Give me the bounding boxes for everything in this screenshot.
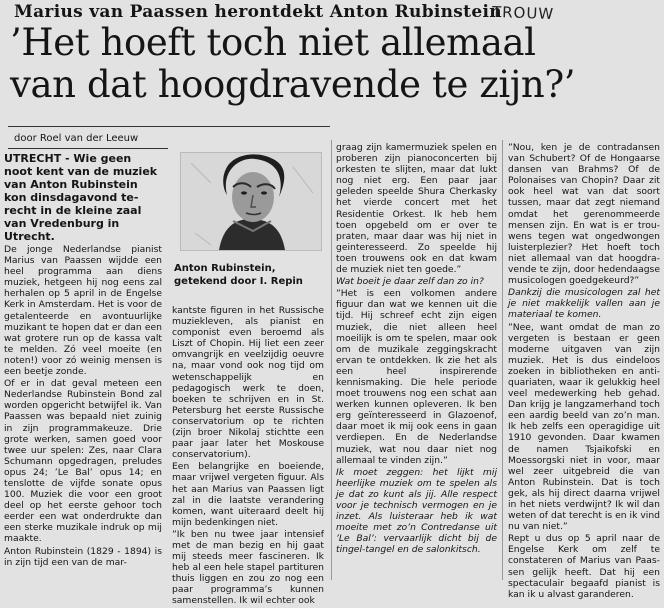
interview-question: Dankzij die musicologen zal het je niet makkelijk vallen aan je materiaal te komen.: [508, 287, 660, 321]
byline-rule: [8, 148, 168, 149]
paragraph: De jonge Nederlandse pianist Marius van Paassen wijdde een heel programma aan diens muziek, hetgeen hij nog eens zal herhalen op 5 april in de Engelse Kerk in Amsterdam. Het is voor de getalenteerde en avontuurlijke muzikant te hopen dat er dan een wat grotere run op de kassa valt te melden. Zó veel moeite (en noten!) voor zó weinig mensen is een beetje zonde.: [4, 244, 162, 378]
portrait-drawing: [180, 152, 322, 251]
paragraph: Of er in dat geval meteen een Nederlandse Rubinstein Bond zal worden opgericht betwijfel ik. Van Paassen was bepaald niet zuinig in zijn programmakeuze. Drie grote werken, samen goed voor twee uur spelen: Zes, naar Clara Schumann opgedragen, preludes opus 24; ’Le Bal’ opus 14; en tenslotte de vijfde sonate opus 100. Muziek die voor een groot deel op het eerste gehoor toch eerder een wat onderdrukte dan een sterke muzikale indruk op mij maakte.: [4, 378, 162, 545]
column-divider: [331, 140, 332, 580]
headline-line-1: ’Het hoeft toch niet allemaal: [10, 21, 536, 64]
paragraph: Rept u dus op 5 april naar de Engelse Kerk om zelf te constateren of Marius van Paassen gelijk heeft. Dat hij een spectaculair begaafd pianist is kan ik u alvast garanderen.: [508, 533, 660, 600]
paragraph: ”Nee, want omdat de man zo vergeten is bestaan er geen moderne uitgaven van zijn muziek. Het is dus eindeloos zoeken in bibliotheken en antiquariaten, waar ik gelukkig heel veel medewerking heb gehad. Dan krijg je langzamerhand toch een aardig beeld van zo’n man. Ik heb zelfs een operagidige uit 1910 gevonden. Daar kwamen de namen Tsjaikofski en Moessorgski niet in voor, maar wel zeer uitgebreid die van Anton Rubinstein. Dat is toch gek, als hij direct daarna vrijwel in het niets verdwijnt? Ik wil dan weten of dat terecht is en ik vind nu van niet.”: [508, 321, 660, 533]
paragraph: Anton Rubinstein (1829 - 1894) is in zijn tijd een van de mar-: [4, 545, 162, 568]
portrait-illustration: [181, 153, 321, 250]
headline-line-2: van dat hoogdravende te zijn?’: [10, 63, 576, 106]
handwritten-source-note: TROUW: [491, 2, 555, 24]
article-column-3: [336, 142, 497, 556]
paragraph: ”Het is een volkomen andere figuur dan wat we kennen uit die tijd. Hij schreef echt zijn eigen muziek, die niet alleen heel moeilijk is om te spelen, maar ook om de muzikale zeggingskracht ervan te ontdekken. Ik zie het als een heel inspirerende kennismaking. Die hele periode moet trouwens nog een schat aan werken kunnen opleveren. Ik ben erg geïnteresseerd in Glazoenof, daar moet ik mij ook eens in gaan verdiepen. En de Nederlandse muziek, wat nou daar niet nog allemaal te vinden zijn.”: [336, 288, 497, 466]
paragraph: ”Ik ben nu twee jaar intensief met de man bezig en hij gaat mij steeds meer fascineren. Ik heb al een hele stapel partituren thuis liggen en zou zo nog een paar programma’s kunnen samenstellen. Ik wil echter ook: [172, 528, 324, 607]
article-column-1: [4, 152, 162, 569]
kicker-headline: Marius van Paassen herontdekt Anton Rubinstein: [14, 2, 502, 22]
paragraph: Een belangrijke en boeiende, maar vrijwel vergeten figuur. Als het aan Marius van Paassen ligt zal in die laatste verandering komen, want uiteraard deelt hij mijn bedenkingen niet.: [172, 461, 324, 528]
article-column-4: [508, 142, 660, 601]
headline-rule: [8, 126, 330, 127]
lead-paragraph: UTRECHT - Wie geen noot kent van de muziek van Anton Rubinstein kon dinsdagavond terecht in de kleine zaal van Vredenburg in Utrecht.: [4, 152, 158, 243]
interview-question: Wat boeit je daar zelf dan zo in?: [336, 276, 484, 288]
column-divider: [502, 140, 503, 580]
paragraph: graag zijn kamermuziek spelen en proberen zijn pianoconcerten bij orkesten te slijten, maar dat lukt nog niet erg. Een paar jaar geleden speelde Shura Cherkasky het vierde concert met het Residentie Orkest. Ik heb hem toen opgebeld om er over te praten, maar daar was hij niet in geinteresseerd. Zo speelde hij toen trouwens ook en dat kwam de muziek niet ten goede.”: [336, 142, 497, 276]
interview-question: Ik moet zeggen: het lijkt mij heerlijke muziek om te spelen als je dat zo kunt als jij. Alle respect voor je technisch vermogen en je inzet. Als luisteraar heb ik wat moeite met zo’n Contredanse uit ’Le Bal’: vervaarlijk dicht bij de tingel-tangel en de salonkitsch.: [336, 466, 497, 556]
paragraph: kantste figuren in het Russische muziekleven, als pianist en componist even beroemd als Liszt of Chopin. Hij liet een zeer omvangrijk en veelzijdig oeuvre na, maar vond ook nog tijd om wetenschappelijk en pedagogisch werk te doen, boeken te schrijven en in St. Petersburg het eerste Russische conservatorium op te richten (zijn broer Nikolaj stichtte een paar jaar later het Moskouse conservatorium).: [172, 305, 324, 461]
paragraph: ”Nou, ken je de contradansen van Schubert? Of de Hongaarse dansen van Brahms? Of de Polonaises van Chopin? Daar zit ook heel wat van dat soort tussen, maar dat zegt niemand omdat het gerenommeerde mensen zijn. En wat is er trouwens tegen wat ongedwongen luisterplezier? Het hoeft toch niet allemaal van dat hoogdravende te zijn, door hedendaagse musicologen goedgekeurd?”: [508, 142, 660, 287]
main-headline: [10, 22, 660, 106]
byline: door Roel van der Leeuw: [14, 133, 139, 144]
portrait-caption: Anton Rubinstein, getekend door I. Repin: [174, 263, 303, 287]
article-column-2: [172, 305, 324, 608]
